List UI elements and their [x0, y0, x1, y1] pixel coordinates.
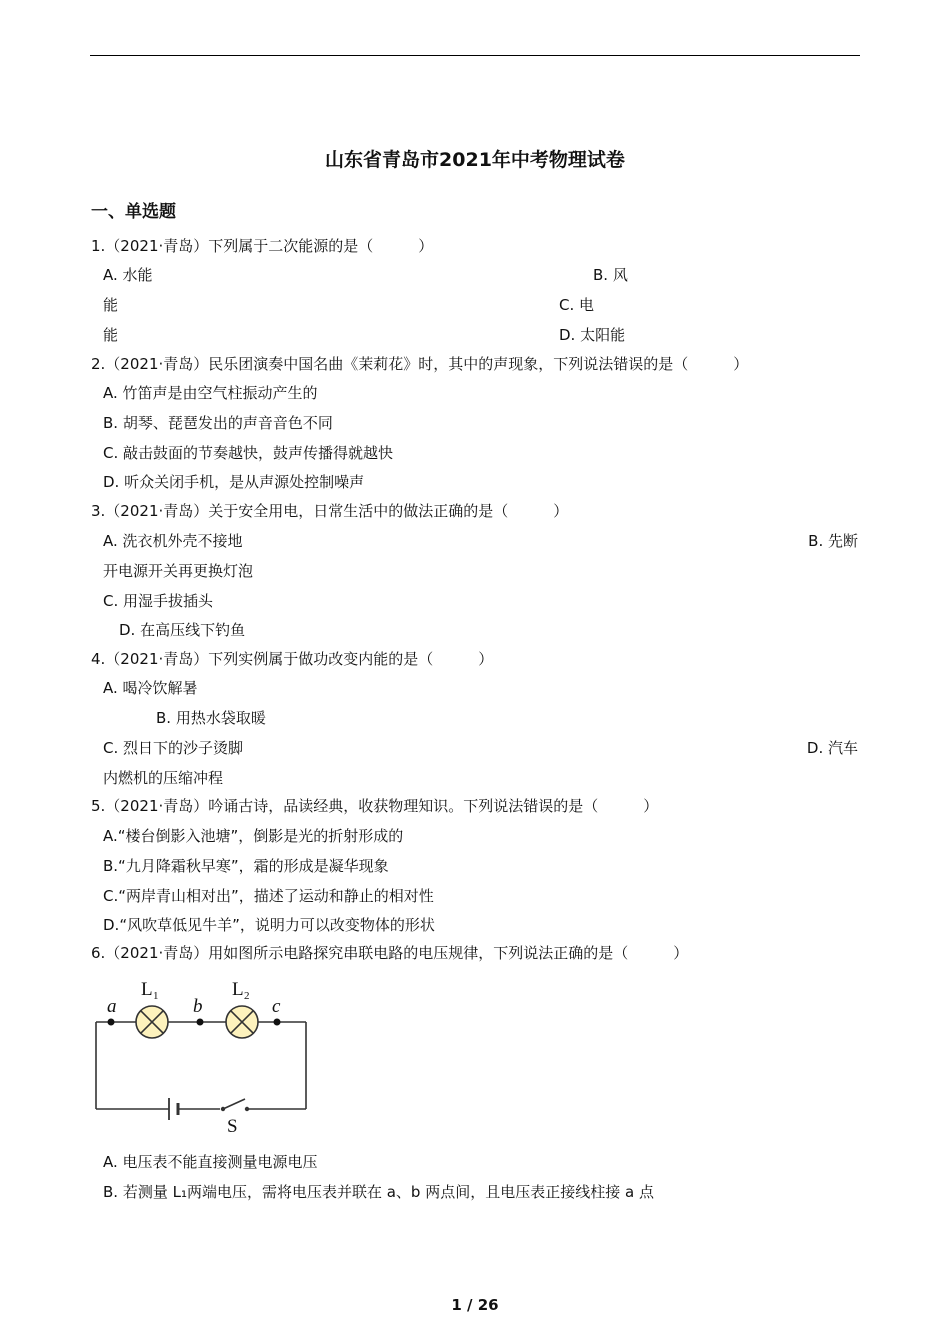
- label-a: a: [107, 996, 117, 1017]
- label-switch-s: S: [227, 1116, 238, 1137]
- question-3-stem: 3.（2021·青岛）关于安全用电，日常生活中的做法正确的是（ ）: [91, 502, 569, 520]
- switch-contact: [245, 1107, 249, 1111]
- node-c: [274, 1019, 281, 1026]
- switch-pivot: [221, 1107, 225, 1111]
- question-6-option-b: B. 若测量 L₁两端电压，需将电压表并联在 a、b 两点间，且电压表正接线柱接 a 点: [103, 1183, 654, 1201]
- question-5-option-d: D.“风吹草低见牛羊”，说明力可以改变物体的形状: [103, 916, 435, 934]
- question-4-option-c: C. 烈日下的沙子烫脚: [103, 739, 244, 757]
- header-rule: [90, 55, 860, 56]
- question-2-stem: 2.（2021·青岛）民乐团演奏中国名曲《茉莉花》时，其中的声现象，下列说法错误的是（ ）: [91, 355, 749, 373]
- question-3-option-c: C. 用湿手拔插头: [103, 592, 214, 610]
- label-l1-subscript: 1: [153, 990, 159, 1002]
- question-2-option-c: C. 敲击鼓面的节奏越快，鼓声传播得就越快: [103, 444, 394, 462]
- label-c: c: [272, 996, 281, 1017]
- question-1-option-b: B. 风: [593, 266, 628, 284]
- question-2-option-d: D. 听众关闭手机，是从声源处控制噪声: [103, 473, 365, 491]
- question-5-stem: 5.（2021·青岛）吟诵古诗，品读经典，收获物理知识。下列说法错误的是（ ）: [91, 797, 659, 815]
- question-5-option-a: A.“楼台倒影入池塘”，倒影是光的折射形成的: [103, 827, 404, 845]
- lamp-l1: [136, 1006, 168, 1038]
- page-title: 山东省青岛市2021年中考物理试卷: [325, 149, 625, 171]
- question-3-option-d: D. 在高压线下钓鱼: [119, 621, 246, 639]
- question-4-stem: 4.（2021·青岛）下列实例属于做功改变内能的是（ ）: [91, 650, 494, 668]
- question-4-option-a: A. 喝冷饮解暑: [103, 679, 198, 697]
- question-2-option-a: A. 竹笛声是由空气柱振动产生的: [103, 384, 318, 402]
- question-6-stem: 6.（2021·青岛）用如图所示电路探究串联电路的电压规律，下列说法正确的是（ ）: [91, 944, 689, 962]
- switch-blade: [223, 1099, 245, 1109]
- lamp-l2: [226, 1006, 258, 1038]
- question-1-option-c-wrap: 能: [103, 326, 119, 344]
- page-number: 1 / 26: [451, 1296, 499, 1314]
- question-4-option-d-wrap: 内燃机的压缩冲程: [103, 769, 224, 787]
- question-1-option-c: C. 电: [559, 296, 595, 314]
- label-b: b: [193, 996, 203, 1017]
- question-3-option-b: B. 先断: [808, 532, 858, 550]
- question-4-option-d: D. 汽车: [806, 739, 858, 757]
- question-2-option-b: B. 胡琴、琵琶发出的声音音色不同: [103, 414, 333, 432]
- question-5-option-b: B.“九月降霜秋早寒”，霜的形成是凝华现象: [103, 857, 389, 875]
- section-heading: 一、单选题: [91, 202, 176, 222]
- question-6-option-a: A. 电压表不能直接测量电源电压: [103, 1153, 318, 1171]
- label-l2: L: [232, 979, 244, 1000]
- question-5-option-c: C.“两岸青山相对出”，描述了运动和静止的相对性: [103, 887, 434, 905]
- question-1-option-d: D. 太阳能: [559, 326, 626, 344]
- question-1-stem: 1.（2021·青岛）下列属于二次能源的是（ ）: [91, 237, 434, 255]
- question-3-option-a: A. 洗衣机外壳不接地: [103, 532, 243, 550]
- question-4-option-b: B. 用热水袋取暖: [156, 709, 266, 727]
- node-b: [197, 1019, 204, 1026]
- question-3-option-b-wrap: 开电源开关再更换灯泡: [103, 562, 254, 580]
- label-l1: L: [141, 979, 153, 1000]
- label-l2-subscript: 2: [244, 990, 250, 1002]
- series-circuit-diagram: [90, 972, 315, 1137]
- question-1-option-b-wrap: 能: [103, 296, 119, 314]
- node-a: [108, 1019, 115, 1026]
- question-1-option-a: A. 水能: [103, 266, 153, 284]
